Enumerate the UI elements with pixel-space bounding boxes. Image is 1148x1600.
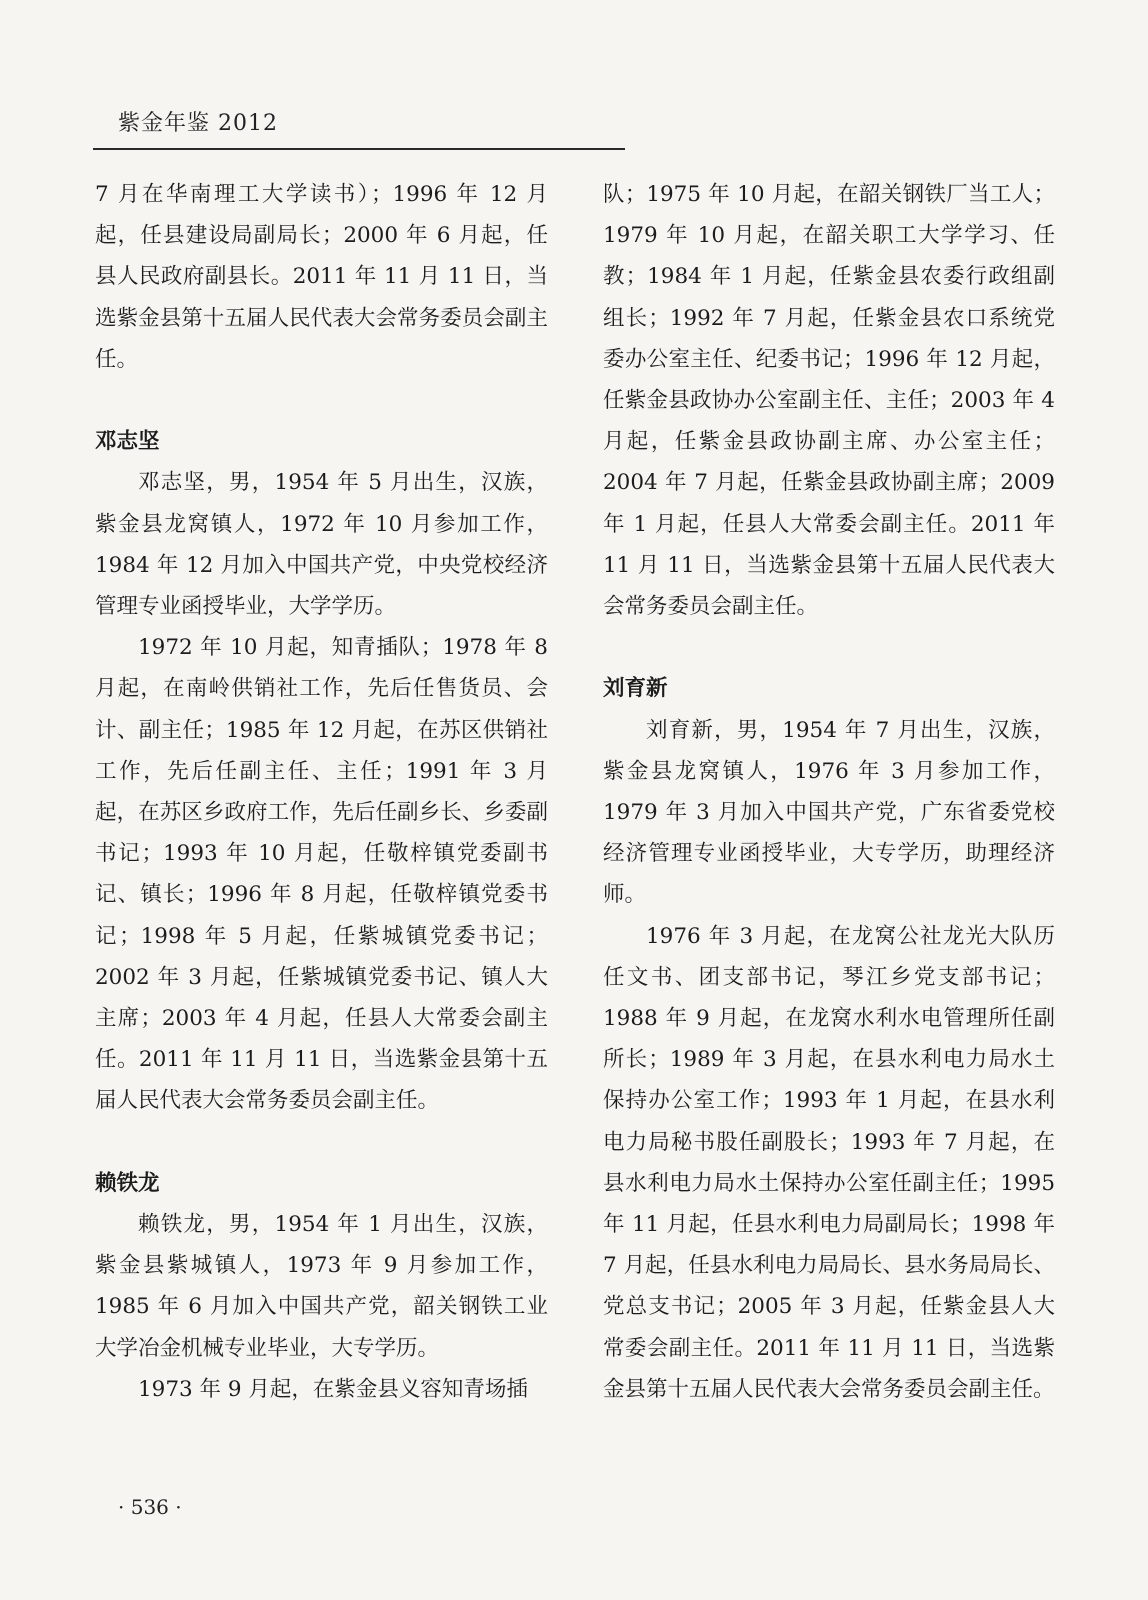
profile-paragraph: 刘育新，男，1954 年 7 月出生，汉族，紫金县龙窝镇人，1976 年 3 月参加工作，1979 年 3 月加入中国共产党，广东省委党校经济管理专业函授毕业，大专学历，助理经济师。 xyxy=(603,717,1055,908)
right-column xyxy=(603,174,1055,1410)
header-rule xyxy=(93,148,625,150)
profile-paragraph: 赖铁龙，男，1954 年 1 月出生，汉族，紫金县紫城镇人，1973 年 9 月参加工作，1985 年 6 月加入中国共产党，韶关钢铁工业大学冶金机械专业毕业，大专学历。 xyxy=(95,1212,548,1361)
left-column xyxy=(95,174,548,1410)
profile-name: 赖铁龙 xyxy=(95,1170,160,1196)
section-spacer xyxy=(95,1122,548,1163)
running-head: 紫金年鉴 2012 xyxy=(118,111,278,136)
profile-paragraph: 1976 年 3 月起，在龙窝公社龙光大队历任文书、团支部书记，琴江乡党支部书记；1988 年 9 月起，在龙窝水利水电管理所任副所长；1989 年 3 月起，在县水利电力局水土保持办公室工作；1993 年 1 月起，在县水利电力局秘书股任副股长；1993 年 7 月起，在县水利电力局水土保持办公室任副主任；1995 年 11 月起，任县水利电力局副局长；1998 年 7 月起，任县水利电力局局长、县水务局局长、党总支书记；2005 年 3 月起，任紫金县人大常委会副主任。2011 年 11 月 11 日，当选紫金县第十五届人民代表大会常务委员会副主任。 xyxy=(603,923,1055,1402)
page-number: · 536 · xyxy=(118,1495,182,1519)
section-spacer xyxy=(603,627,1055,668)
section-spacer xyxy=(95,380,548,421)
continuation-text: 7 月在华南理工大学读书）；1996 年 12 月起，任县建设局副局长；2000 年 6 月起，任县人民政府副县长。2011 年 11 月 11 日，当选紫金县第十五届人民代表大会常务委员会副主任。 xyxy=(95,182,548,372)
profile-name: 刘育新 xyxy=(603,676,668,702)
profile-paragraph: 邓志坚，男，1954 年 5 月出生，汉族，紫金县龙窝镇人，1972 年 10 月参加工作，1984 年 12 月加入中国共产党，中央党校经济管理专业函授毕业，大学学历。 xyxy=(95,470,548,620)
continuation-text: 队；1975 年 10 月起，在韶关钢铁厂当工人；1979 年 10 月起，在韶关职工大学学习、任教；1984 年 1 月起，任紫金县农委行政组副组长；1992 年 7 月起，任紫金县农口系统党委办公室主任、纪委书记；1996 年 12 月起，任紫金县政协办公室副主任、主任；2003 年 4 月起，任紫金县政协副主席、办公室主任；2004 年 7 月起，任紫金县政协副主席；2009 年 1 月起，任县人大常委会副主任。2011 年 11 月 11 日，当选紫金县第十五届人民代表大会常务委员会副主任。 xyxy=(603,182,1055,620)
profile-name: 邓志坚 xyxy=(95,429,160,455)
profile-paragraph: 1973 年 9 月起，在紫金县义容知青场插 xyxy=(138,1376,528,1402)
profile-paragraph: 1972 年 10 月起，知青插队；1978 年 8 月起，在南岭供销社工作，先后任售货员、会计、副主任；1985 年 12 月起，在苏区供销社工作，先后任副主任、主任；1991 年 3 月起，在苏区乡政府工作，先后任副乡长、乡委副书记；1993 年 10 月起，任敬梓镇党委副书记、镇长；1996 年 8 月起，任敬梓镇党委书记；1998 年 5 月起，任紫城镇党委书记；2002 年 3 月起，任紫城镇党委书记、镇人大主席；2003 年 4 月起，任县人大常委会副主任。2011 年 11 月 11 日，当选紫金县第十五届人民代表大会常务委员会副主任。 xyxy=(95,635,548,1114)
